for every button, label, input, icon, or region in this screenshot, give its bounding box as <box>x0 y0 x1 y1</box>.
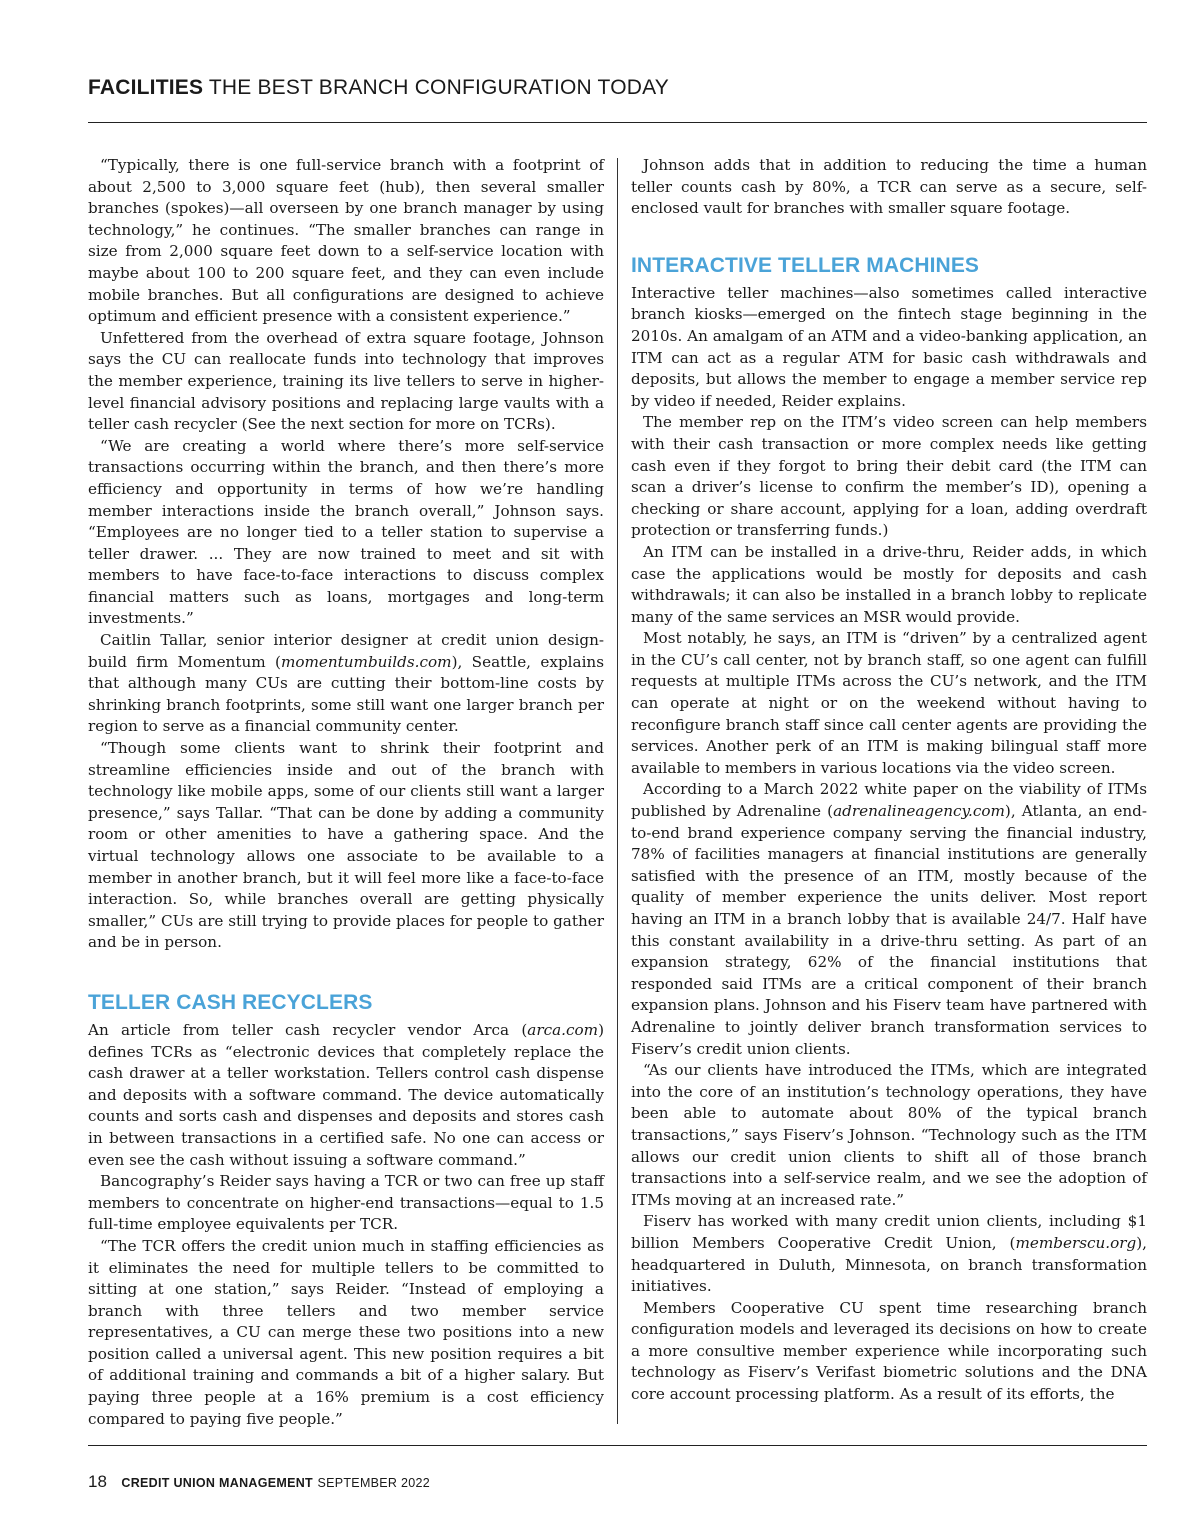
header-title: THE BEST BRANCH CONFIGURATION TODAY <box>208 76 669 99</box>
paragraph: Bancography’s Reider says having a TCR or two can free up staff members to concentrate on higher-end transactions—equal to 1.5 full-time employee equivalents per TCR. <box>88 1172 604 1234</box>
paragraph: Caitlin Tallar, senior interior designer at credit union design-build firm Momentum (momentumbuilds.com), Seattle, explains that although many CUs are cutting their bottom-line costs by shrinking branch footprints, some still want one larger branch per region to serve as a financial community center. <box>88 631 605 736</box>
footer-rule <box>88 1445 1147 1446</box>
link-memberscu: memberscu.org <box>1015 1233 1137 1252</box>
section-label: FACILITIES <box>88 76 204 99</box>
paragraph: Interactive teller machines—also sometimes called interactive branch kiosks—emerged on the fintech stage beginning in the 2010s. An amalgam of an ATM and a video-banking application, an ITM can act as a regular ATM for basic cash withdrawals and deposits, but allows the member to engage a member service rep by video if needed, Reider explains. <box>631 283 1147 410</box>
paragraph: The member rep on the ITM’s video screen can help members with their cash transaction or more complex needs like getting cash even if they forgot to bring their debit card (the ITM can scan a driver’s license to confirm the member’s ID), opening a checking or share account, applying for a loan, adding overdraft protection or transferring funds.) <box>631 413 1147 540</box>
paragraph: Unfettered from the overhead of extra square footage, Johnson says the CU can reallocate funds into technology that improves the member experience, training its live tellers to serve in higher-level financial advisory positions and replacing large vaults with a teller cash recycler (See the next section for more on TCRs). <box>88 328 604 434</box>
paragraph: Most notably, he says, an ITM is “driven” by a centralized agent in the CU’s call center, not by branch staff, so one agent can fulfill requests at multiple ITMs across the CU’s network, and the ITM can operate at night or on the weekend without having to reconfigure branch staff since call center agents are providing the services. Another perk of an ITM is making bilingual staff more available to members in various locations via the video screen. <box>631 629 1147 777</box>
magazine-name: CREDIT UNION MANAGEMENT <box>121 1476 313 1490</box>
section-heading-itm: INTERACTIVE TELLER MACHINES <box>631 253 980 277</box>
running-header <box>88 76 1147 100</box>
link-arca: arca.com <box>527 1020 599 1039</box>
paragraph: “Typically, there is one full-service branch with a footprint of about 2,500 to 3,000 square feet (hub), then several smaller branches (spokes)—all overseen by one branch manager by using technology,” he continues. “The smaller branches can range in size from 2,000 square feet down to a self-service location with maybe about 100 to 200 square feet, and they can even include mobile branches. But all configurations are designed to achieve optimum and efficient presence with a consistent experience.” <box>88 156 604 326</box>
left-column <box>88 155 604 1430</box>
paragraph: According to a March 2022 white paper on the viability of ITMs published by Adrenaline (adrenalineagency.com), Atlanta, an end-to-end brand experience company serving the financial industry, 78% of facilities managers at financial institutions are generally satisfied with the presence of an ITM, mostly because of the quality of member experience the units deliver. Most report having an ITM in a branch lobby that is available 24/7. Half have this constant availability in a drive-thru setting. As part of an expansion strategy, 62% of the financial institutions that responded said ITMs are a critical component of their branch expansion plans. Johnson and his Fiserv team have partnered with Adrenaline to jointly deliver branch transformation services to Fiserv’s credit union clients. <box>631 780 1147 1058</box>
column-divider <box>617 158 618 1424</box>
header-rule <box>88 122 1147 123</box>
right-column <box>631 155 1147 1406</box>
paragraph: “Though some clients want to shrink their footprint and streamline efficiencies inside and out of the branch with technology like mobile apps, some of our clients still want a larger presence,” says Tallar. “That can be done by adding a community room or other amenities to have a gathering space. And the virtual technology allows one associate to be available to a member in another branch, but it will feel more like a face-to-face interaction. So, while branches overall are getting physically smaller,” CUs are still trying to provide places for people to gather and be in person. <box>88 739 604 952</box>
paragraph: An ITM can be installed in a drive-thru, Reider adds, in which case the applications would be mostly for deposits and cash withdrawals; it can also be installed in a branch lobby to replicate many of the same services an MSR would provide. <box>631 542 1147 626</box>
paragraph: “The TCR offers the credit union much in staffing efficiencies as it eliminates the need for multiple tellers to be committed to sitting at one station,” says Reider. “Instead of employing a branch with three tellers and two member service representatives, a CU can merge these two positions into a new position called a universal agent. This new position requires a bit of additional training and commands a bit of a higher salary. But paying three people at a 16% premium is a cost efficiency compared to paying five people.” <box>88 1236 604 1428</box>
page-footer <box>88 1472 430 1492</box>
paragraph: Johnson adds that in addition to reducing the time a human teller counts cash by 80%, a TCR can serve as a secure, self-enclosed vault for branches with smaller square footage. <box>631 156 1147 218</box>
page-number: 18 <box>88 1472 107 1491</box>
section-heading-tcr: TELLER CASH RECYCLERS <box>88 990 373 1014</box>
paragraph: “We are creating a world where there’s more self-service transactions occurring within the branch, and then there’s more efficiency and opportunity in terms of how we’re handling member interactions inside the branch overall,” Johnson says. “Employees are no longer tied to a teller station to supervise a teller drawer. ... They are now trained to meet and sit with members to have face-to-face interactions to discuss complex financial matters such as loans, mortgages and long-term investments.” <box>88 436 604 628</box>
link-momentumbuilds: momentumbuilds.com <box>280 652 452 671</box>
link-adrenalineagency: adrenalineagency.com <box>833 802 1005 821</box>
paragraph: An article from teller cash recycler vendor Arca (arca.com) defines TCRs as “electronic devices that completely replace the cash drawer at a teller workstation. Tellers control cash dispense and deposits with a software command. The device automatically counts and sorts cash and dispenses and deposits and stores cash in between transactions in a certified safe. No one can access or even see the cash without issuing a software command.” <box>88 1020 604 1169</box>
issue-date: SEPTEMBER 2022 <box>317 1476 431 1490</box>
paragraph: Fiserv has worked with many credit union clients, including $1 billion Members Cooperative Credit Union, (memberscu.org), headquartered in Duluth, Minnesota, on branch transformation initiatives. <box>631 1212 1147 1296</box>
paragraph: Members Cooperative CU spent time researching branch configuration models and leveraged its decisions on how to create a more consultive member experience while incorporating such technology as Fiserv’s Verifast biometric solutions and the DNA core account processing platform. As a result of its efforts, the <box>631 1298 1147 1404</box>
paragraph: “As our clients have introduced the ITMs, which are integrated into the core of an institution’s technology operations, they have been able to automate about 80% of the typical branch transactions,” says Fiserv’s Johnson. “Technology such as the ITM allows our credit union clients to shift all of those branch transactions into a self-service realm, and we see the adoption of ITMs moving at an increased rate.” <box>631 1061 1147 1209</box>
